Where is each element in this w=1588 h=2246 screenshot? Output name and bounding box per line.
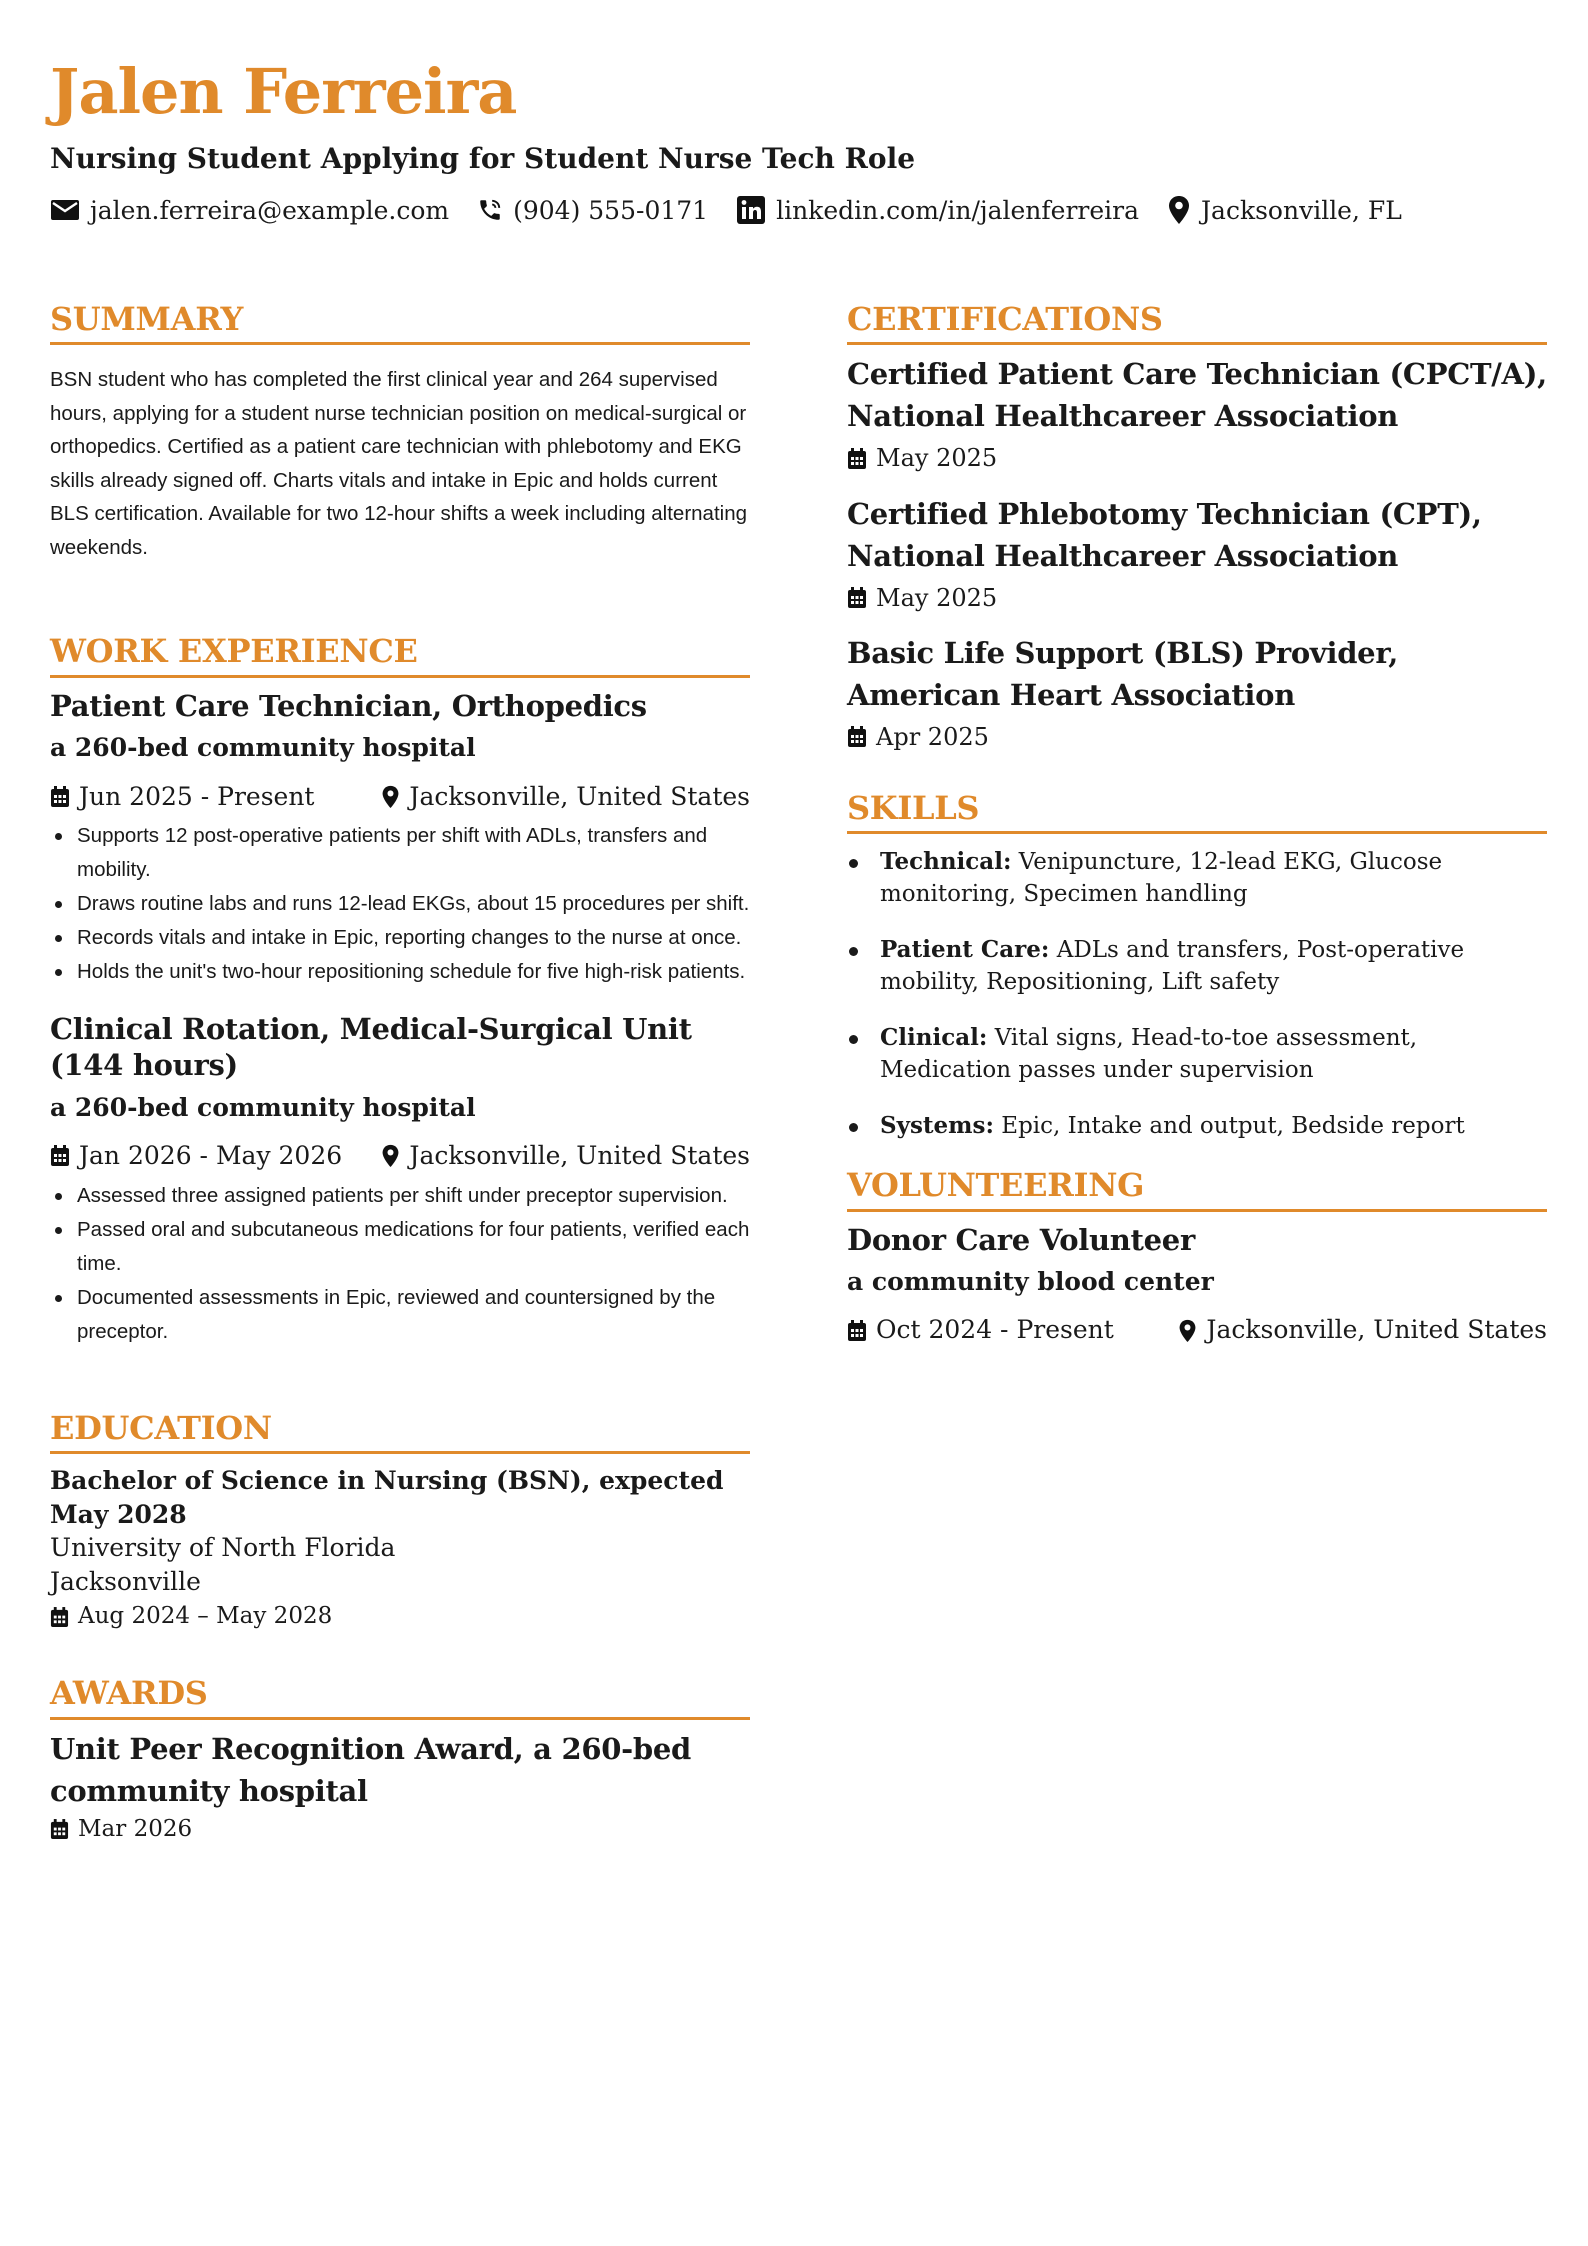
- certification-entry: [847, 353, 1547, 474]
- volunteer-role: Donor Care Volunteer: [847, 1222, 1195, 1257]
- job-location-text: Jacksonville, United States: [409, 1141, 750, 1171]
- education-dates: [50, 1602, 750, 1632]
- certifications-heading: CERTIFICATIONS: [847, 300, 1547, 345]
- work-experience-section: [50, 632, 750, 1348]
- skill-category: Systems:: [880, 1112, 994, 1140]
- job-bullet: Holds the unit's two-hour repositioning schedule for five high-risk patients.: [50, 955, 750, 989]
- skill-item: [847, 1110, 1547, 1142]
- award-title: Unit Peer Recognition Award, a 260-bed community hospital: [50, 1731, 691, 1808]
- calendar-icon: [50, 1819, 69, 1840]
- education-school: University of North Florida: [50, 1533, 396, 1563]
- job-bullet: Assessed three assigned patients per shift under preceptor supervision.: [50, 1179, 750, 1213]
- education-section: [50, 1409, 750, 1633]
- volunteering-section: [847, 1166, 1547, 1347]
- contact-email[interactable]: [50, 196, 449, 225]
- education-dates-text: Aug 2024 – May 2028: [78, 1603, 333, 1630]
- location-pin-icon: [1167, 195, 1191, 225]
- job-organization: a 260-bed community hospital: [50, 1092, 476, 1122]
- linkedin-icon: [736, 195, 766, 225]
- skill-category: Technical:: [880, 848, 1012, 876]
- certification-entry: [847, 493, 1547, 614]
- skill-list: Vital signs, Head-to-toe assessment, Medication passes under supervision: [880, 1025, 1418, 1084]
- skill-item: [847, 934, 1547, 998]
- job-bullet: Documented assessments in Epic, reviewed and countersigned by the preceptor.: [50, 1281, 750, 1349]
- calendar-icon: [50, 1607, 69, 1628]
- certification-date-text: Apr 2025: [876, 722, 989, 751]
- candidate-name: Jalen Ferreira: [50, 55, 517, 128]
- volunteer-dates: [847, 1314, 1114, 1347]
- skill-list: Venipuncture, 12-lead EKG, Glucose monitoring, Specimen handling: [880, 849, 1443, 908]
- calendar-icon: [847, 1320, 867, 1342]
- skills-section: [847, 789, 1547, 1142]
- skill-item: [847, 846, 1547, 910]
- certification-date-text: May 2025: [876, 444, 998, 473]
- phone-text: (904) 555-0171: [513, 195, 709, 225]
- volunteer-dates-text: Oct 2024 - Present: [876, 1315, 1114, 1345]
- location-pin-icon: [1178, 1319, 1197, 1343]
- job-title: Patient Care Technician, Orthopedics: [50, 688, 647, 723]
- job-entry: [50, 688, 750, 989]
- certification-date: [847, 583, 1547, 614]
- left-column: [50, 300, 750, 1845]
- job-dates-text: Jan 2026 - May 2026: [79, 1141, 343, 1171]
- calendar-icon: [50, 1145, 70, 1167]
- job-bullets: [50, 1179, 750, 1349]
- certifications-section: [847, 300, 1547, 753]
- skills-list: [847, 846, 1547, 1142]
- job-meta: [50, 781, 750, 814]
- certification-date: [847, 443, 1547, 474]
- summary-text: BSN student who has completed the first clinical year and 264 supervised hours, applying for a student nurse technician position on medical-surgical or orthopedics. Certified as a patient care technician with phlebotomy and EKG skills already signed off. Charts vitals and intake in Epic and holds current BLS certification. Available for two 12-hour shifts a week including alternating weekends.: [50, 368, 748, 559]
- certification-date-text: May 2025: [876, 583, 998, 612]
- job-bullet: Draws routine labs and runs 12-lead EKGs, about 15 procedures per shift.: [50, 887, 750, 921]
- skill-category: Clinical:: [880, 1024, 988, 1052]
- location-pin-icon: [381, 1144, 400, 1168]
- award-date-text: Mar 2026: [78, 1815, 193, 1842]
- volunteer-location: [1178, 1314, 1547, 1347]
- education-city: Jacksonville: [50, 1567, 201, 1597]
- email-text: jalen.ferreira@example.com: [90, 195, 450, 225]
- job-location: [381, 1140, 750, 1173]
- volunteer-meta: [847, 1314, 1547, 1347]
- job-location: [381, 781, 750, 814]
- awards-heading: AWARDS: [50, 1674, 750, 1719]
- skill-list: ADLs and transfers, Post-operative mobility, Repositioning, Lift safety: [880, 937, 1465, 996]
- certification-name: Certified Phlebotomy Technician (CPT), National Healthcareer Association: [847, 496, 1482, 573]
- skill-item: [847, 1022, 1547, 1086]
- phone-icon: [477, 197, 503, 223]
- calendar-icon: [847, 726, 867, 748]
- calendar-icon: [847, 448, 867, 470]
- award-date: [50, 1815, 750, 1845]
- job-entry: [50, 1011, 750, 1349]
- awards-section: [50, 1674, 750, 1844]
- location-pin-icon: [381, 785, 400, 809]
- education-heading: EDUCATION: [50, 1409, 750, 1454]
- certification-date: [847, 722, 1547, 753]
- job-title: Clinical Rotation, Medical-Surgical Unit (144 hours): [50, 1012, 692, 1083]
- education-degree: Bachelor of Science in Nursing (BSN), expected May 2028: [50, 1465, 724, 1529]
- skills-heading: SKILLS: [847, 789, 1547, 834]
- linkedin-text: linkedin.com/in/jalenferreira: [776, 195, 1140, 225]
- job-dates: [50, 1140, 342, 1173]
- skill-list: Epic, Intake and output, Bedside report: [1001, 1113, 1465, 1140]
- job-location-text: Jacksonville, United States: [409, 781, 750, 811]
- volunteer-organization: a community blood center: [847, 1266, 1214, 1296]
- work-experience-heading: WORK EXPERIENCE: [50, 632, 750, 677]
- job-meta: [50, 1140, 750, 1173]
- certification-name: Certified Patient Care Technician (CPCT/A), National Healthcareer Association: [847, 357, 1547, 434]
- job-dates-text: Jun 2025 - Present: [79, 781, 315, 811]
- headline: Nursing Student Applying for Student Nurse Tech Role: [50, 142, 916, 175]
- contact-location: [1167, 195, 1402, 225]
- job-bullet: Passed oral and subcutaneous medications for four patients, verified each time.: [50, 1213, 750, 1281]
- skill-category: Patient Care:: [880, 936, 1050, 964]
- contact-linkedin[interactable]: [736, 195, 1139, 225]
- calendar-icon: [847, 587, 867, 609]
- job-bullets: [50, 819, 750, 989]
- volunteer-location-text: Jacksonville, United States: [1206, 1315, 1547, 1345]
- volunteering-heading: VOLUNTEERING: [847, 1166, 1547, 1211]
- contact-phone[interactable]: [477, 196, 708, 225]
- certification-name: Basic Life Support (BLS) Provider, American Heart Association: [847, 635, 1398, 712]
- calendar-icon: [50, 786, 70, 808]
- right-column: [847, 300, 1547, 1347]
- job-bullet: Records vitals and intake in Epic, reporting changes to the nurse at once.: [50, 921, 750, 955]
- contact-bar: [50, 190, 1430, 230]
- job-bullet: Supports 12 post-operative patients per shift with ADLs, transfers and mobility.: [50, 819, 750, 887]
- certification-entry: [847, 632, 1547, 753]
- email-icon: [50, 199, 80, 221]
- job-dates: [50, 781, 314, 814]
- location-text: Jacksonville, FL: [1201, 195, 1402, 225]
- job-organization: a 260-bed community hospital: [50, 733, 476, 763]
- summary-heading: SUMMARY: [50, 300, 750, 345]
- summary-section: [50, 300, 750, 564]
